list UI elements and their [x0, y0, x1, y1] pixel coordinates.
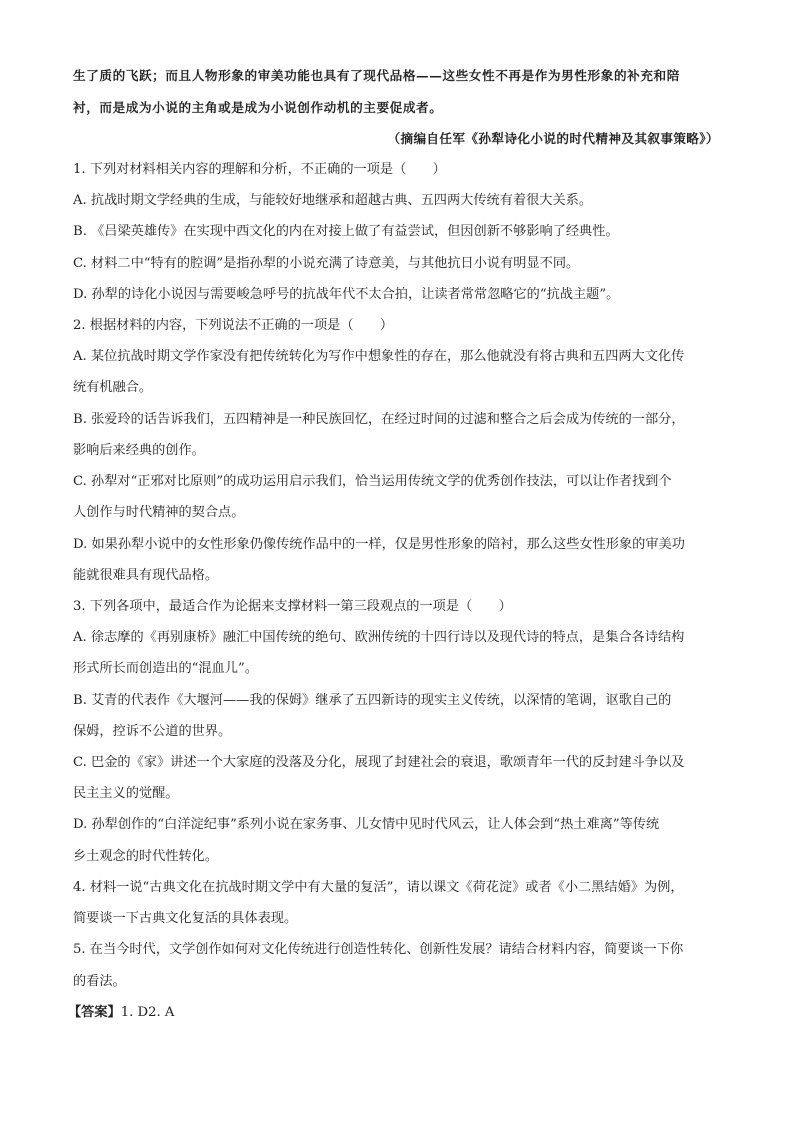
question-1-option-c: C. 材料二中“特有的腔调”是指孙犁的小说充满了诗意美，与其他抗日小说有明显不同。 [73, 256, 580, 271]
passage-line-1: 生了质的飞跃；而且人物形象的审美功能也具有了现代品格——这些女性不再是作为男性形象的补充和陪 [73, 68, 680, 83]
question-2-option-a-line-1: A. 某位抗战时期文学作家没有把传统转化为写作中想象性的存在，那么他就没有将古典和五四两大文化传 [73, 349, 685, 364]
question-1-option-a: A. 抗战时期文学经典的生成，与能较好地继承和超越古典、五四两大传统有着很大关系。 [73, 193, 593, 208]
question-3-stem: 3. 下列各项中，最适合作为论据来支撑材料一第三段观点的一项是（ ） [73, 599, 512, 614]
question-2-stem: 2. 根据材料的内容，下列说法不正确的一项是（ ） [73, 318, 394, 333]
question-5-line-2: 的看法。 [73, 974, 126, 989]
question-2-option-d-line-2: 能就很难具有现代品格。 [73, 568, 219, 583]
question-3-option-a-line-1: A. 徐志摩的《再别康桥》融汇中国传统的绝句、欧洲传统的十四行诗以及现代诗的特点，是集合各诗结构 [73, 630, 685, 645]
question-3-option-d-line-1: D. 孙犁创作的“白洋淀纪事”系列小说在家务事、儿女情中见时代风云，让人体会到“热土难离”等传统 [73, 817, 660, 832]
passage-line-2: 衬，而是成为小说的主角或是成为小说创作动机的主要促成者。 [73, 100, 443, 115]
question-2-option-c-line-2: 人创作与时代精神的契合点。 [73, 505, 245, 520]
question-4-line-2: 简要谈一下古典文化复活的具体表现。 [73, 911, 298, 926]
question-3-option-b-line-2: 保姆，控诉不公道的世界。 [73, 724, 232, 739]
question-2-option-d-line-1: D. 如果孙犁小说中的女性形象仍像传统作品中的一样，仅是男性形象的陪衬，那么这些女性形象的审美功 [73, 537, 685, 552]
question-2-option-b-line-2: 影响后来经典的创作。 [73, 443, 205, 458]
question-1-option-b: B. 《吕梁英雄传》在实现中西文化的内在对接上做了有益尝试，但因创新不够影响了经典性。 [73, 224, 619, 239]
question-3-option-c-line-2: 民主主义的觉醒。 [73, 786, 179, 801]
question-3-option-d-line-2: 乡土观念的时代性转化。 [73, 849, 219, 864]
question-5-line-1: 5. 在当今时代，文学创作如何对文化传统进行创造性转化、创新性发展？请结合材料内容，简要谈一下你 [73, 942, 684, 957]
question-2-option-a-line-2: 统有机融合。 [73, 380, 153, 395]
source-citation: （摘编自任军《孙犁诗化小说的时代精神及其叙事策略》） [387, 131, 719, 146]
answer-text: 1. D2. A [120, 1005, 175, 1020]
question-3-option-c-line-1: C. 巴金的《家》讲述一个大家庭的没落及分化，展现了封建社会的衰退，歌颂青年一代的反封建斗争以及 [73, 755, 685, 770]
question-2-option-c-line-1: C. 孙犁对“正邪对比原则”的成功运用启示我们，恰当运用传统文学的优秀创作技法，可以让作者找到个 [73, 474, 672, 489]
question-3-option-b-line-1: B. 艾青的代表作《大堰河——我的保姆》继承了五四新诗的现实主义传统，以深情的笔调，讴歌自己的 [73, 693, 672, 708]
question-3-option-a-line-2: 形式所长而创造出的“混血儿”。 [73, 661, 258, 676]
question-1-option-d: D. 孙犁的诗化小说因与需要峻急呼号的抗战年代不太合拍，让读者常常忽略它的“抗战主题”。 [73, 287, 620, 302]
question-4-line-1: 4. 材料一说“古典文化在抗战时期文学中有大量的复活”，请以课文《荷花淀》或者《小二黑结婚》为例， [73, 880, 684, 895]
answer-tag: 【答案】 [68, 1005, 121, 1020]
question-1-stem: 1. 下列对材料相关内容的理解和分析，不正确的一项是（ ） [73, 162, 446, 177]
question-2-option-b-line-1: B. 张爱玲的话告诉我们，五四精神是一种民族回忆，在经过时间的过滤和整合之后会成为传统的一部分， [73, 412, 685, 427]
answer-line [68, 1003, 723, 1023]
